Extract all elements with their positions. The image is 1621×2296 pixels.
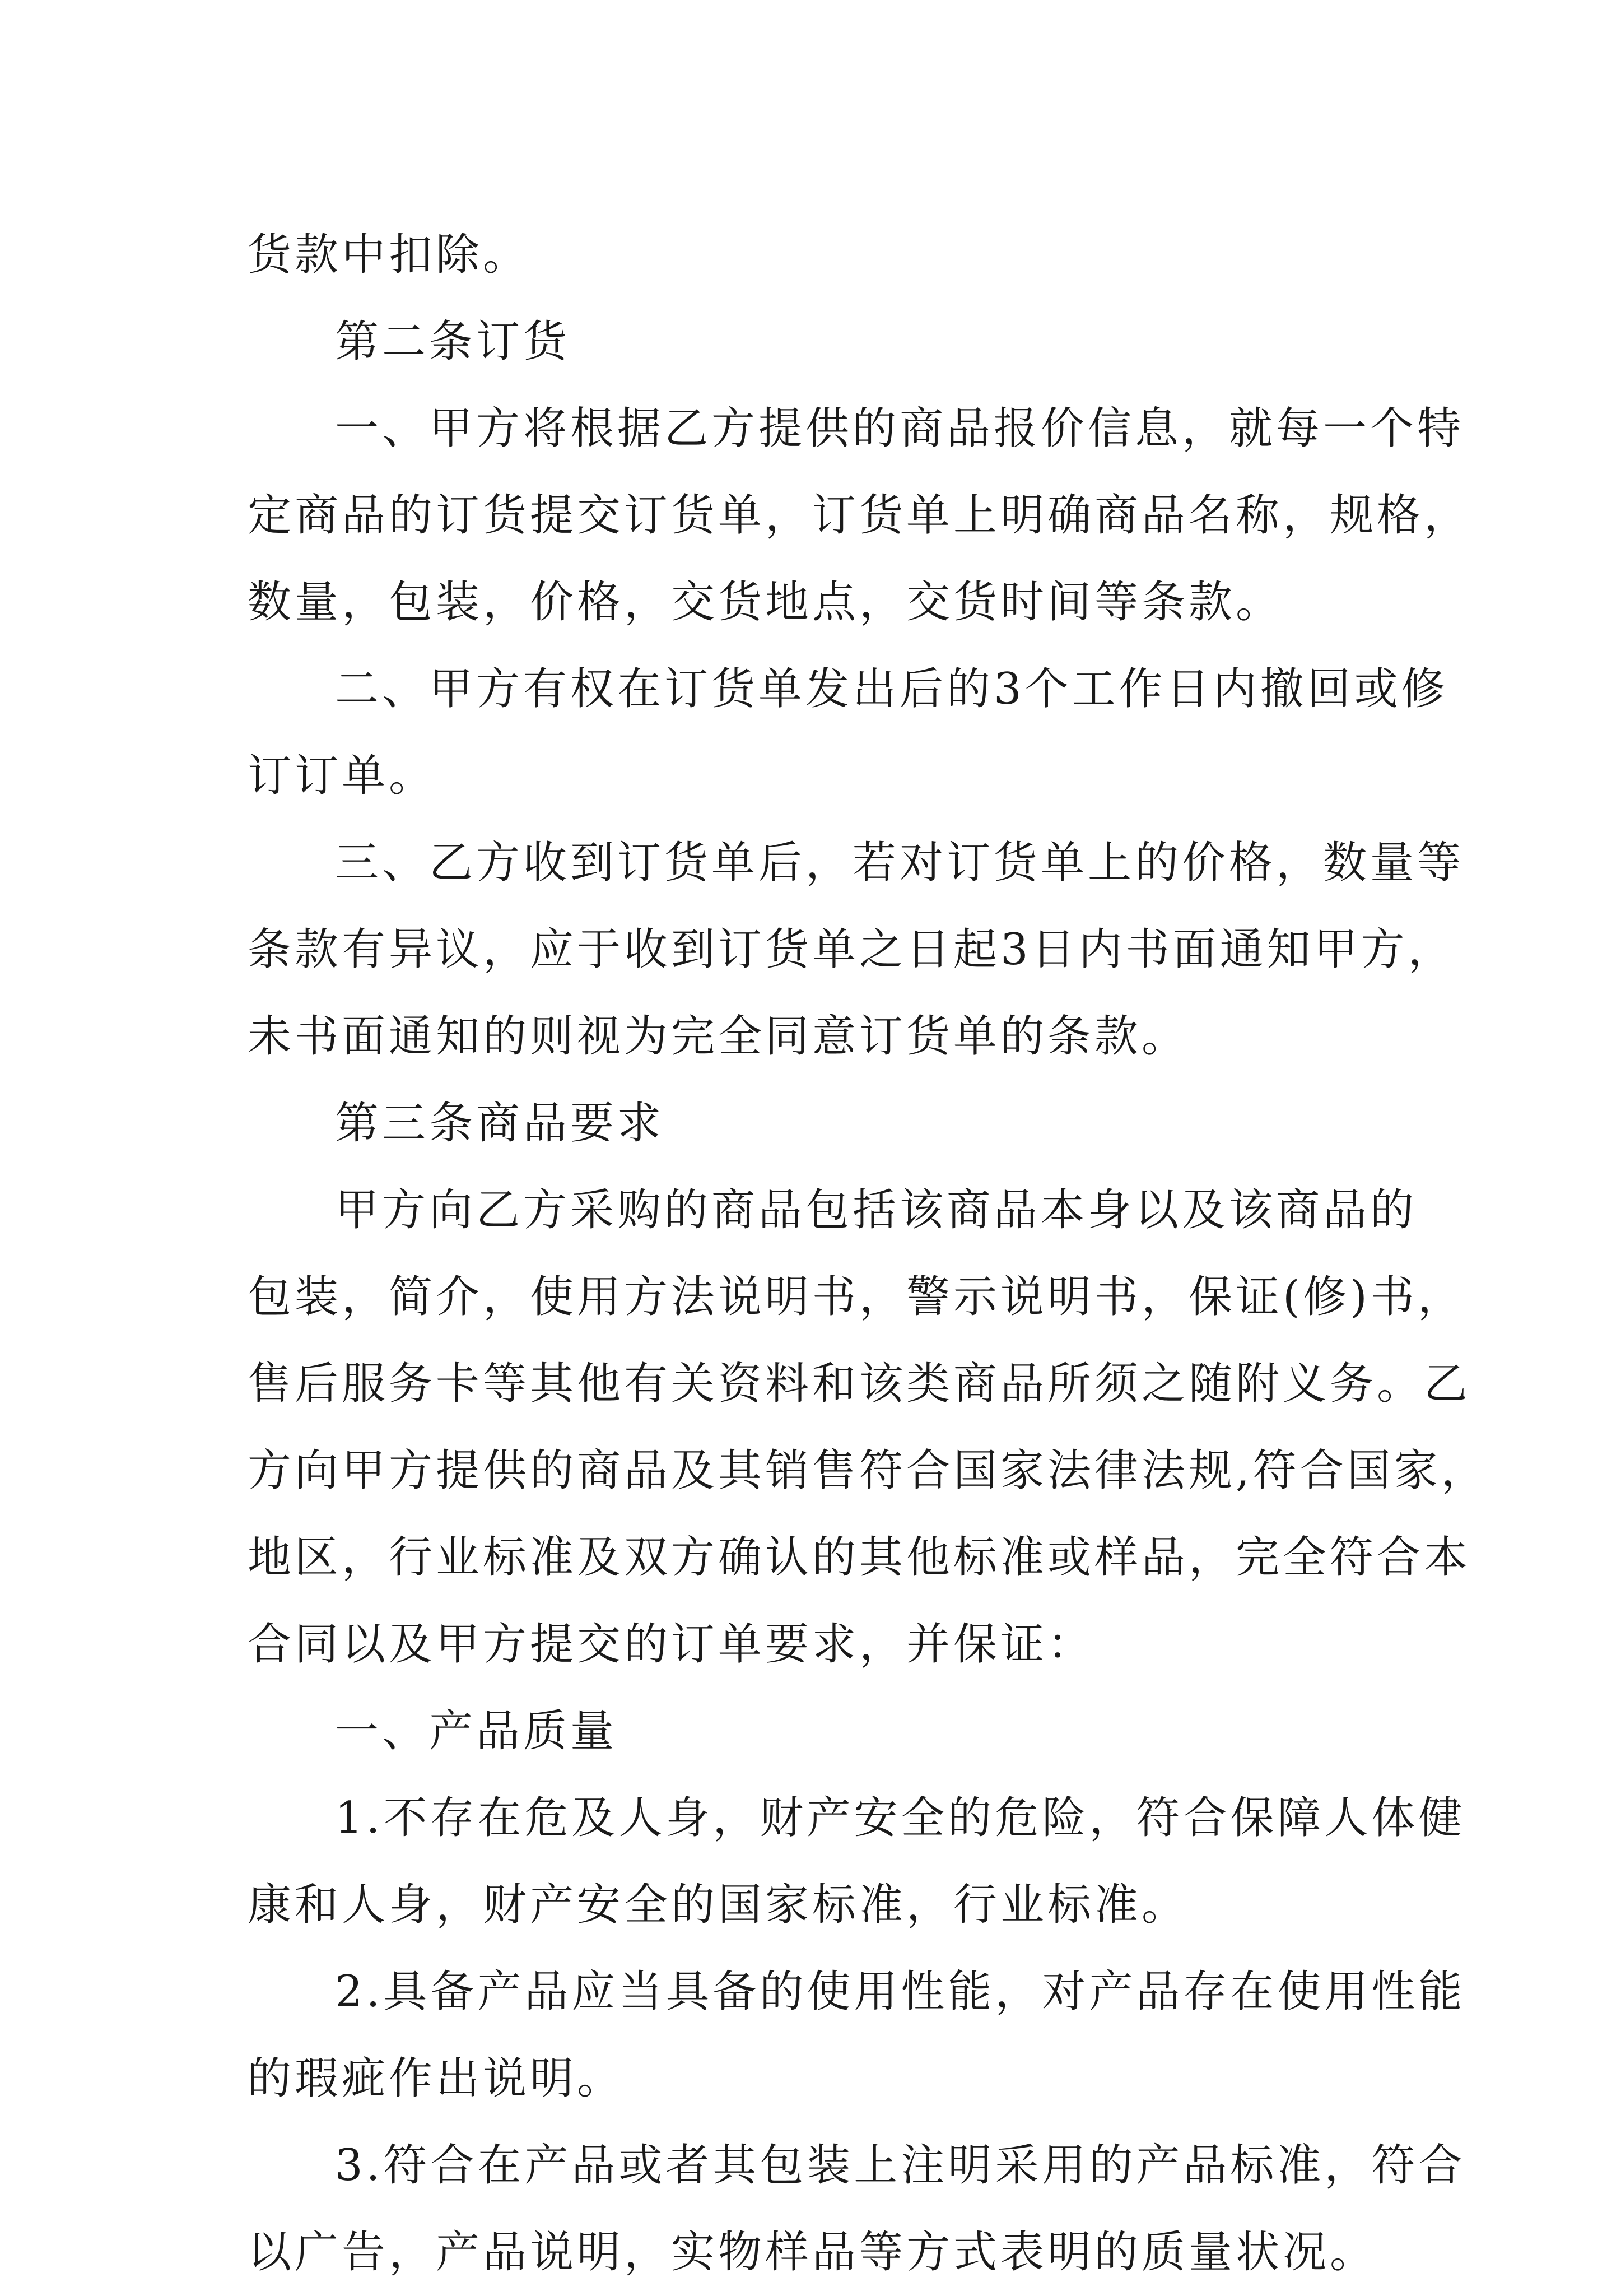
text-line: 的瑕疵作出说明。 [248, 2053, 625, 2104]
paragraph-quality-1 [248, 1775, 1466, 1949]
text-line: 订订单。 [248, 751, 436, 801]
heading-text: 第二条订货 [335, 317, 571, 367]
paragraph-product-scope [248, 1167, 1488, 1688]
text-line: 二、甲方有权在订货单发出后的3个工作日内撤回或修 [335, 664, 1448, 714]
paragraph-order-1 [248, 385, 1471, 646]
text-line: 一、甲方将根据乙方提供的商品报价信息，就每一个特 [335, 403, 1465, 454]
text-line: 甲方向乙方采购的商品包括该商品本身以及该商品的 [335, 1185, 1418, 1235]
paragraph-order-3 [248, 820, 1465, 1080]
text-line: 以广告，产品说明，实物样品等方式表明的质量状况。 [248, 2227, 1377, 2278]
text-line: 定商品的订货提交订货单，订货单上明确商品名称，规格， [248, 490, 1471, 541]
heading-article-3 [248, 1080, 1385, 1167]
text-line: 三、乙方收到订货单后，若对订货单上的价格，数量等 [335, 838, 1465, 888]
text-line: 2.具备产品应当具备的使用性能，对产品存在使用性能 [335, 1967, 1466, 2017]
text-line: 地区，行业标准及双方确认的其他标准或样品，完全符合本 [248, 1532, 1471, 1583]
text-line: 方向甲方提供的商品及其销售符合国家法律法规,符合国家， [248, 1446, 1488, 1496]
paragraph-deduction [248, 212, 1385, 299]
paragraph-quality-3 [248, 2122, 1466, 2296]
heading-product-quality [248, 1688, 1385, 1775]
text-line: 条款有异议，应于收到订货单之日起3日内书面通知甲方， [248, 924, 1455, 975]
text-line: 货款中扣除。 [248, 230, 530, 280]
text-line: 数量，包装，价格，交货地点，交货时间等条款。 [248, 577, 1283, 628]
paragraph-quality-2 [248, 1949, 1466, 2122]
text-line: 未书面通知的则视为完全同意订货单的条款。 [248, 1011, 1189, 1062]
text-line: 康和人身，财产安全的国家标准，行业标准。 [248, 1880, 1189, 1930]
heading-text: 一、产品质量 [335, 1706, 618, 1756]
heading-text: 第三条商品要求 [335, 1098, 665, 1149]
text-line: 合同以及甲方提交的订单要求，并保证： [248, 1619, 1095, 1670]
document-body [248, 212, 1488, 2296]
text-line: 包装，简介，使用方法说明书，警示说明书，保证(修)书， [248, 1272, 1465, 1322]
text-line: 1.不存在危及人身，财产安全的危险，符合保障人体健 [335, 1793, 1466, 1843]
heading-article-2 [248, 299, 1385, 385]
paragraph-order-2 [248, 646, 1448, 820]
text-line: 售后服务卡等其他有关资料和该类商品所须之随附义务。乙 [248, 1359, 1471, 1409]
text-line: 3.符合在产品或者其包装上注明采用的产品标准，符合 [335, 2140, 1466, 2191]
